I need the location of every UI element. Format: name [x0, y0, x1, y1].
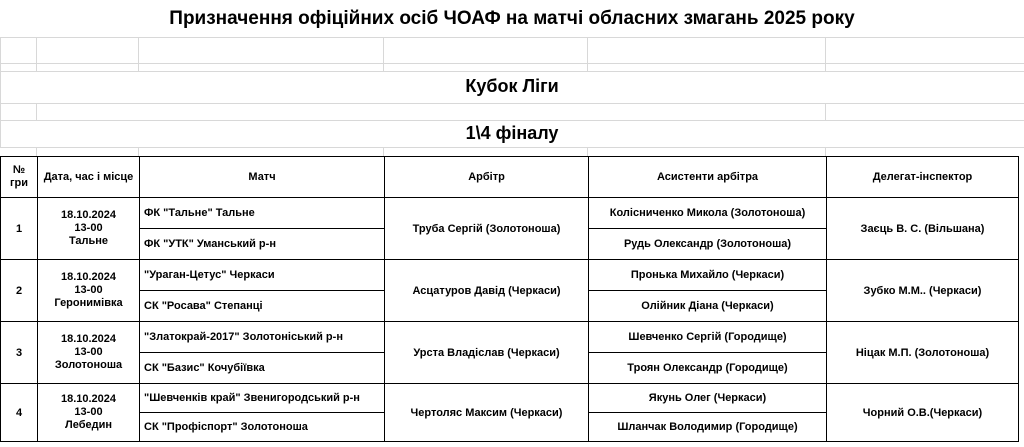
referee: Чертоляс Максим (Черкаси): [385, 384, 589, 442]
game-date: 18.10.2024: [60, 333, 117, 345]
header-date: Дата, час і місце: [38, 157, 140, 198]
game-num: 3: [1, 322, 38, 384]
header-num: № гри: [1, 157, 38, 198]
assistant-2: Рудь Олександр (Золотоноша): [589, 229, 827, 260]
delegate: Чорний О.В.(Черкаси): [827, 384, 1019, 442]
game-date-cell: [38, 198, 140, 260]
away-team: СК "Базис" Кочубіївка: [140, 353, 385, 384]
game-place: Лебедин: [65, 419, 112, 431]
game-date-cell: [38, 384, 140, 442]
game-date: 18.10.2024: [60, 393, 117, 405]
table-row: [1, 198, 1019, 229]
home-team: "Златокрай-2017" Золотоніський р-н: [140, 322, 385, 353]
assistant-1: Пронька Михайло (Черкаси): [589, 260, 827, 291]
delegate: Ніцак М.П. (Золотоноша): [827, 322, 1019, 384]
assistant-2: Олійник Діана (Черкаси): [589, 291, 827, 322]
game-place: Геронимівка: [54, 297, 123, 309]
assistant-2: Троян Олександр (Городище): [589, 353, 827, 384]
assistant-2: Шланчак Володимир (Городище): [589, 413, 827, 442]
away-team: ФК "УТК" Уманський р-н: [140, 229, 385, 260]
game-time: 13-00: [74, 222, 103, 234]
game-num: 2: [1, 260, 38, 322]
referee: Урста Владіслав (Черкаси): [385, 322, 589, 384]
header-referee: Арбітр: [385, 157, 589, 198]
game-num: 4: [1, 384, 38, 442]
stage-title: 1\4 фіналу: [465, 123, 559, 143]
game-date-cell: [38, 322, 140, 384]
assistant-1: Шевченко Сергій (Городище): [589, 322, 827, 353]
assignments-table: [0, 156, 1019, 442]
delegate: Зубко М.М.. (Черкаси): [827, 260, 1019, 322]
game-date: 18.10.2024: [60, 271, 117, 283]
table-row: [1, 384, 1019, 413]
home-team: "Ураган-Цетус" Черкаси: [140, 260, 385, 291]
referee: Труба Сергій (Золотоноша): [385, 198, 589, 260]
page-title: Призначення офіційних осіб ЧОАФ на матчі обласних змагань 2025 року: [169, 8, 855, 29]
game-place: Тальне: [68, 235, 109, 247]
game-num: 1: [1, 198, 38, 260]
game-date: 18.10.2024: [60, 209, 117, 221]
game-time: 13-00: [74, 406, 103, 418]
game-time: 13-00: [74, 346, 103, 358]
delegate: Заєць В. С. (Вільшана): [827, 198, 1019, 260]
game-date-cell: [38, 260, 140, 322]
header-row: [1, 157, 1019, 198]
assistant-1: Якунь Олег (Черкаси): [589, 384, 827, 413]
away-team: СК "Росава" Степанці: [140, 291, 385, 322]
game-time: 13-00: [74, 284, 103, 296]
table-row: [1, 322, 1019, 353]
header-delegate: Делегат-інспектор: [827, 157, 1019, 198]
home-team: ФК "Тальне" Тальне: [140, 198, 385, 229]
referee: Асцатуров Давід (Черкаси): [385, 260, 589, 322]
header-assistants: Асистенти арбітра: [589, 157, 827, 198]
away-team: СК "Профіспорт" Золотоноша: [140, 413, 385, 442]
home-team: "Шевченків край" Звенигородський р-н: [140, 384, 385, 413]
assistant-1: Колісниченко Микола (Золотоноша): [589, 198, 827, 229]
cup-title: Кубок Ліги: [465, 76, 559, 96]
table-row: [1, 260, 1019, 291]
header-match: Матч: [140, 157, 385, 198]
game-place: Золотоноша: [54, 359, 123, 371]
